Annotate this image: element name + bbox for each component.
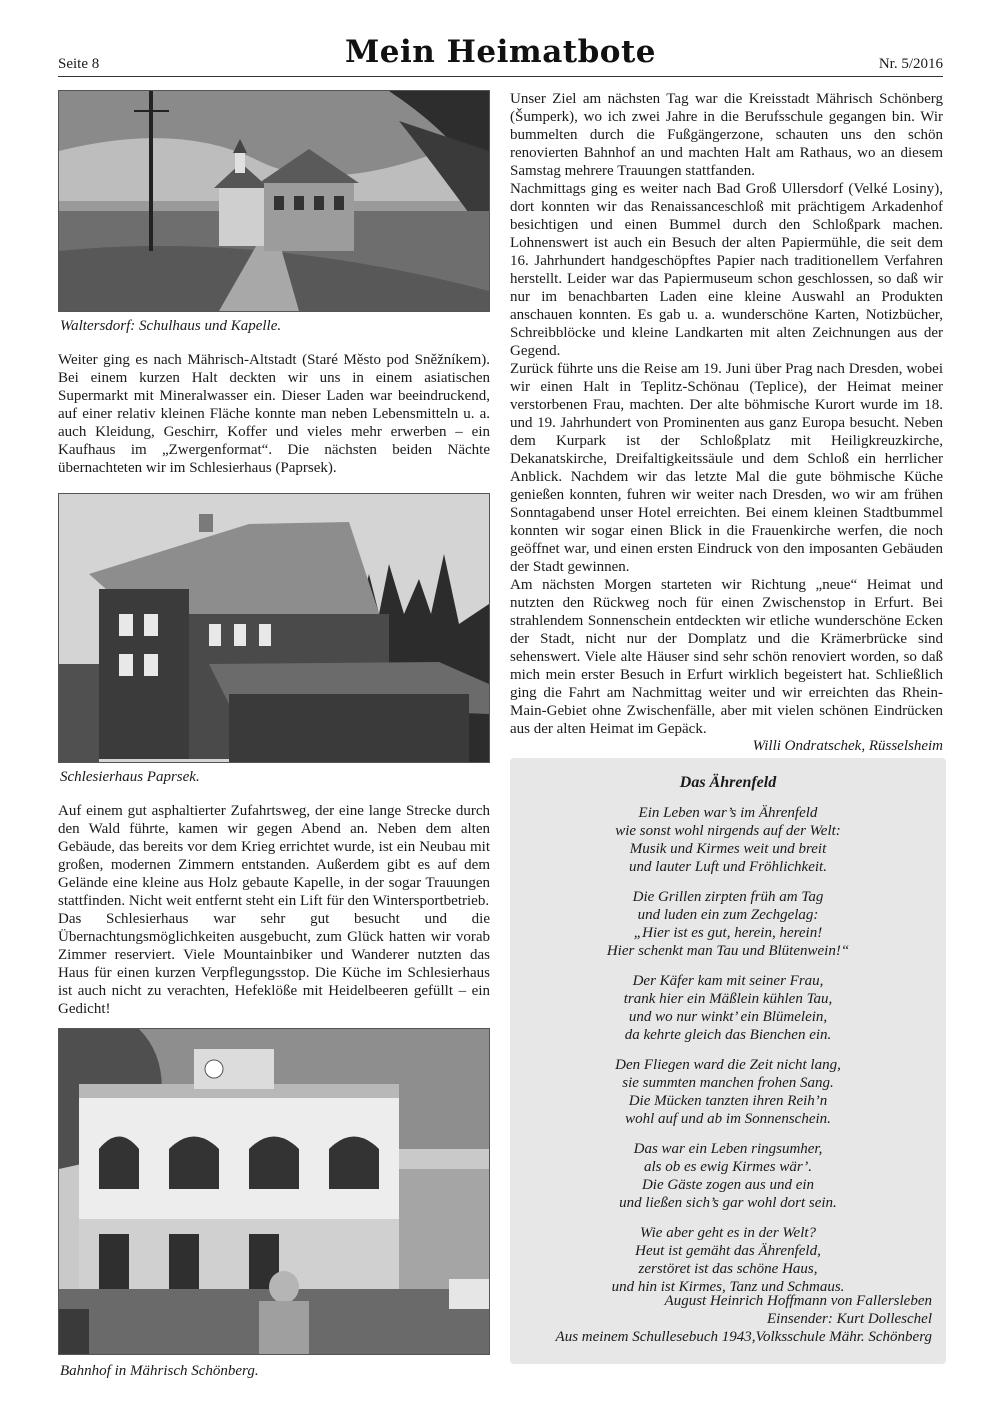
poem-line: wohl auf und ab im Sonnenschein.	[625, 1111, 831, 1127]
photo-caption-station: Bahnhof in Mährisch Schönberg.	[60, 1363, 259, 1379]
poem-stanza	[510, 1140, 946, 1212]
poem-line: und wo nur winkt’ ein Blümelein,	[628, 1009, 828, 1025]
poem-line: Der Käfer kam mit seiner Frau,	[632, 973, 824, 989]
poem-line: zerstöret ist das schöne Haus,	[638, 1261, 818, 1277]
poem-line: sie summten manchen frohen Sang.	[622, 1075, 834, 1091]
header-rule	[58, 76, 943, 77]
article-signature: Willi Ondratschek, Rüsselsheim	[752, 738, 943, 754]
poem-stanza	[510, 1224, 946, 1296]
left-paragraph-3: Das Schlesierhaus war sehr gut besucht und die Übernachtungsmöglichkeiten ausgebucht, zum Glück hatten wir vorab Zimmer reserviert. Viele Mountainbiker und Wanderer nutzten das Haus für einen kurzen Verpflegungsstop. Die Küche im Schlesierhaus ist auch nicht zu verachten, Hefeklöße mit Heidelbeeren gefüllt – ein Gedicht!	[58, 911, 490, 1017]
poem-line: trank hier ein Mäßlein kühlen Tau,	[623, 991, 833, 1007]
right-paragraph-2: Nachmittags ging es weiter nach Bad Groß Ullersdorf (Velké Losiny), dort konnten wir das Renaissanceschloß mit prächtigem Arkadenhof besichtigen und einen Bummel durch den Schloßpark machen. Lohnenswert ist auch ein Besuch der alten Papiermühle, die seit dem 16. Jahrhundert handgeschöpftes Papier nach traditionellem Verfahren herstellt. Leider war das Papiermuseum schon geschlossen, so daß wir nur im benachbarten Laden eine kleine Auswahl an Produkten anschauen konnten. Es gab u. a. wunderschöne Karten, Notizbücher, Schreibblöcke und kleine Landkarten mit alten Zeichnungen aus der Gegend.	[510, 181, 943, 359]
right-paragraph-4: Am nächsten Morgen starteten wir Richtung „neue“ Heimat und nutzten den Rückweg noch für einen Zwischenstop in Erfurt. Bei strahlendem Sonnenschein entdeckten wir etliche wunderschöne Ecken der Stadt, nicht nur der Domplatz und die Krämerbrücke sind sehenswert. Viele alte Häuser sind sehr schön renoviert worden, so daß mich mein erster Besuch in Erfurt wirklich begeistert hat. Schließlich ging die Fahrt am Nachmittag weiter und wir erreichten das Rhein-Main-Gebiet ohne Zwischenfälle, aber mit vielen schönen Eindrücken aus der alten Heimat im Gepäck.	[510, 577, 943, 737]
photo-station-schoenberg	[58, 1028, 490, 1355]
poem-line: Wie aber geht es in der Welt?	[639, 1225, 817, 1241]
poem-line: Die Mücken tanzten ihren Reih’n	[628, 1093, 828, 1109]
poem-source: Aus meinem Schullesebuch 1943,Volksschule Mähr. Schönberg	[555, 1329, 932, 1345]
poem-line: Die Grillen zirpten früh am Tag	[632, 889, 824, 905]
poem-line: „Hier ist es gut, herein, herein!	[633, 925, 823, 941]
masthead-logo: Mein Heimatbote	[344, 34, 657, 70]
poem-line: als ob es ewig Kirmes wär’.	[643, 1159, 813, 1175]
page-header	[58, 30, 943, 76]
poem-title: Das Ährenfeld	[679, 774, 777, 791]
poem-line: und ließen sich’s gar wohl dort sein.	[619, 1195, 837, 1211]
right-paragraph-1: Unser Ziel am nächsten Tag war die Kreisstadt Mährisch Schönberg (Šumperk), wo ich zwei Jahre in die Berufsschule gegangen bin. Wir bummelten durch die Fußgängerzone, schauten uns den schön renovierten Bahnhof an und machten Halt am Rathaus, wo an diesem Samstag mehrere Trauungen stattfanden.	[510, 91, 943, 179]
poem-line: Heut ist gemäht das Ährenfeld,	[635, 1243, 821, 1259]
poem-line: Den Fliegen ward die Zeit nicht lang,	[615, 1057, 841, 1073]
poem-line: Das war ein Leben ringsumher,	[633, 1141, 823, 1157]
poem-line: und luden ein zum Zechgelag:	[637, 907, 819, 923]
poem-line: Die Gäste zogen aus und ein	[641, 1177, 815, 1193]
left-column	[58, 90, 490, 1380]
left-paragraph-1: Weiter ging es nach Mährisch-Altstadt (Staré Město pod Sněžníkem). Bei einem kurzen Halt deckten wir uns in einem asiatischen Supermarkt mit Mineralwasser ein. Dieser Laden war beeindruckend, auf einer relativ kleinen Fläche konnte man neben Lebensmitteln u. a. auch Kleidung, Geschirr, Koffer und vieles mehr erwerben – ein Kaufhaus im „Zwergenformat“. Die nächsten beiden Nächte übernachteten wir im Schlesierhaus (Paprsek).	[58, 352, 490, 476]
left-paragraph-2: Auf einem gut asphaltierter Zufahrtsweg, der eine lange Strecke durch den Wald führte, kamen wir gegen Abend an. Neben dem alten Gebäude, das bereits vor dem Krieg errichtet wurde, ist ein Neubau mit großen, modernen Zimmern entstanden. Außerdem gibt es auf dem Gelände eine kleine aus Holz gebaute Kapelle, in der sogar Trauungen stattfinden. Nicht weit entfernt steht ein Lift für den Wintersportbetrieb.	[58, 803, 490, 909]
issue-number: Nr. 5/2016	[878, 56, 943, 72]
poem-line: da kehrte gleich das Bienchen ein.	[624, 1027, 832, 1043]
photo-schoolhouse-chapel	[58, 90, 490, 312]
poem-stanza	[510, 1056, 946, 1128]
poem-line: Ein Leben war’s im Ährenfeld	[638, 805, 818, 821]
poem-box	[510, 758, 946, 1364]
poem-credits	[556, 1292, 932, 1346]
photo-caption-schlesierhaus: Schlesierhaus Paprsek.	[60, 769, 200, 785]
poem-stanza	[510, 804, 946, 876]
poem-line: wie sonst wohl nirgends auf der Welt:	[615, 823, 841, 839]
poem-submitter: Einsender: Kurt Dolleschel	[767, 1311, 932, 1327]
page-number: Seite 8	[58, 56, 100, 72]
poem-stanza	[510, 972, 946, 1044]
photo-schlesierhaus	[58, 493, 490, 763]
poem-line: und lauter Luft und Fröhlichkeit.	[629, 859, 827, 875]
right-column	[510, 90, 943, 755]
poem-stanza	[510, 888, 946, 960]
poem-author: August Heinrich Hoffmann von Fallersleben	[664, 1293, 932, 1309]
poem-line: und hin ist Kirmes, Tanz und Schmaus.	[611, 1279, 845, 1295]
poem-line: Hier schenkt man Tau und Blütenwein!“	[606, 943, 850, 959]
right-paragraph-3: Zurück führte uns die Reise am 19. Juni über Prag nach Dresden, wobei wir einen Halt in Teplitz-Schönau (Teplice), der Heimat meiner verstorbenen Frau, machten. Der alte böhmische Kurort wurde im 18. und 19. Jahrhundert von Prominenten aus ganz Europa besucht. Neben dem Kurpark ist der Schloßplatz mit Heiligkreuzkirche, Dekanatskirche, Dreifaltigkeitssäule und dem Schloß ein herrlicher Anblick. Nachdem wir das letzte Mal die gute böhmische Küche genießen konnten, fuhren wir weiter nach Dresden, wo wir am frühen Sonntagabend unser Hotel erreichten. Bei einem kleinen Stadtbummel konnten wir sogar einen Blick in die Frauenkirche werfen, die noch geöffnet war, und einen ersten Eindruck von den imposanten Gebäuden der Stadt gewinnen.	[510, 361, 943, 575]
photo-caption-schoolhouse: Waltersdorf: Schulhaus und Kapelle.	[60, 318, 282, 334]
poem-line: Musik und Kirmes weit und breit	[629, 841, 827, 857]
